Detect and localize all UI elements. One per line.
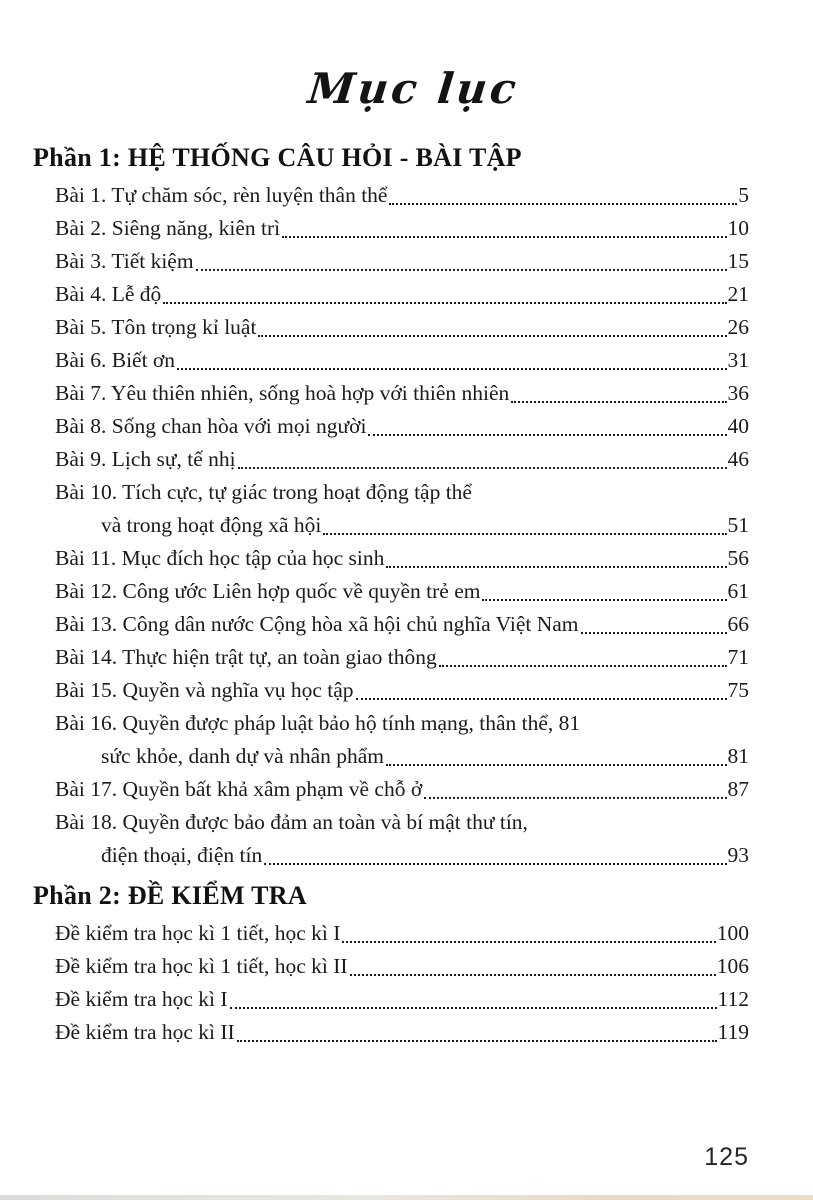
toc-entry-row xyxy=(33,917,749,950)
toc-entry-label: Bài 12. Công ước Liên hợp quốc về quyền trẻ em xyxy=(55,579,481,603)
toc-leader-dots xyxy=(238,467,727,469)
toc-entry-row xyxy=(33,806,749,839)
toc-entry-label: Bài 11. Mục đích học tập của học sinh xyxy=(55,546,385,570)
toc-entry-label: Bài 7. Yêu thiên nhiên, sống hoà hợp với thiên nhiên xyxy=(55,381,510,405)
toc-page-number: 51 xyxy=(727,513,749,537)
scan-edge-artifact xyxy=(0,1195,813,1200)
toc-entry-label: Bài 6. Biết ơn xyxy=(55,348,176,372)
toc-entry-row xyxy=(33,950,749,983)
toc-entry-row xyxy=(33,575,749,608)
toc-entry-label: Bài 8. Sống chan hòa với mọi người xyxy=(55,414,367,438)
toc-page-number: 87 xyxy=(727,777,749,801)
toc-leader-dots xyxy=(356,698,727,700)
toc-entry-label: Bài 17. Quyền bất khả xâm phạm về chỗ ở xyxy=(55,777,423,801)
toc-entry-row xyxy=(33,509,749,542)
toc-leader-dots xyxy=(237,1040,717,1042)
toc-page-number: 26 xyxy=(727,315,749,339)
toc-page-number: 36 xyxy=(727,381,749,405)
toc-entry-label: điện thoại, điện tín xyxy=(101,843,263,867)
toc-entry-row xyxy=(33,740,749,773)
toc-entry-label: Đề kiểm tra học kì I xyxy=(55,987,228,1011)
toc-page-number: 75 xyxy=(727,678,749,702)
toc-page-number: 61 xyxy=(727,579,749,603)
toc-page-number: 106 xyxy=(716,954,749,978)
toc-page-number: 31 xyxy=(727,348,749,372)
toc-page-number: 40 xyxy=(727,414,749,438)
toc-page-number: 119 xyxy=(717,1020,749,1044)
toc-entry-label: Đề kiểm tra học kì 1 tiết, học kì II xyxy=(55,954,348,978)
toc-entry-row xyxy=(33,377,749,410)
toc-page-number: 71 xyxy=(727,645,749,669)
toc-leader-dots xyxy=(424,797,726,799)
section-heading: Phần 1: HỆ THỐNG CÂU HỎI - BÀI TẬP xyxy=(33,143,522,172)
toc-leader-dots xyxy=(386,764,726,766)
toc-leader-dots xyxy=(163,302,726,304)
toc-entry-row xyxy=(33,983,749,1016)
toc-entry-label: Bài 16. Quyền được pháp luật bảo hộ tính mạng, thân thể, 81 xyxy=(55,711,581,735)
toc-page-number: 5 xyxy=(738,183,749,207)
toc-leader-dots xyxy=(350,974,716,976)
toc-entry-row xyxy=(33,542,749,575)
toc-entry-row xyxy=(33,278,749,311)
toc-entry-row xyxy=(33,179,749,212)
toc-entry-label: Bài 18. Quyền được bảo đảm an toàn và bí mật thư tín, xyxy=(55,810,528,834)
toc-leader-dots xyxy=(230,1007,717,1009)
toc-leader-dots xyxy=(282,236,726,238)
toc-page-number: 46 xyxy=(727,447,749,471)
toc-leader-dots xyxy=(389,203,737,205)
toc-entry-row xyxy=(33,608,749,641)
toc-entry-row xyxy=(33,674,749,707)
toc-entry-label: Bài 10. Tích cực, tự giác trong hoạt động tập thể xyxy=(55,480,472,504)
toc-leader-dots xyxy=(386,566,726,568)
toc-entry-label: Bài 15. Quyền và nghĩa vụ học tập xyxy=(55,678,354,702)
toc-leader-dots xyxy=(511,401,726,403)
toc-entry-label: Bài 1. Tự chăm sóc, rèn luyện thân thể xyxy=(55,183,388,207)
toc-entry-row xyxy=(33,839,749,872)
section-heading: Phần 2: ĐỀ KIỂM TRA xyxy=(33,881,307,910)
toc-leader-dots xyxy=(196,269,727,271)
toc-page-number: 21 xyxy=(727,282,749,306)
toc-entry-label: Bài 14. Thực hiện trật tự, an toàn giao thông xyxy=(55,645,437,669)
toc-leader-dots xyxy=(368,434,726,436)
toc-entry-label: và trong hoạt động xã hội xyxy=(101,513,322,537)
toc-entry-label: Bài 13. Công dân nước Cộng hòa xã hội chủ nghĩa Việt Nam xyxy=(55,612,579,636)
toc-page-number: 81 xyxy=(727,744,749,768)
toc-page-number: 56 xyxy=(727,546,749,570)
toc-entry-row xyxy=(33,212,749,245)
table-of-contents xyxy=(33,140,749,1049)
toc-entry-row xyxy=(33,1016,749,1049)
toc-leader-dots xyxy=(258,335,726,337)
toc-entry-label: sức khỏe, danh dự và nhân phẩm xyxy=(101,744,385,768)
toc-page-number: 15 xyxy=(727,249,749,273)
toc-entry-label: Bài 2. Siêng năng, kiên trì xyxy=(55,216,281,240)
toc-entry-label: Bài 3. Tiết kiệm xyxy=(55,249,194,273)
toc-leader-dots xyxy=(177,368,726,370)
toc-leader-dots xyxy=(439,665,727,667)
toc-entry-row xyxy=(33,641,749,674)
toc-page-number: 10 xyxy=(727,216,749,240)
toc-leader-dots xyxy=(342,941,715,943)
toc-entry-label: Bài 9. Lịch sự, tế nhị xyxy=(55,447,236,471)
toc-page-number: 100 xyxy=(716,921,749,945)
toc-entry-label: Bài 4. Lễ độ xyxy=(55,282,162,306)
toc-entry-row xyxy=(33,245,749,278)
toc-entry-label: Đề kiểm tra học kì II xyxy=(55,1020,235,1044)
toc-entry-row xyxy=(33,476,749,509)
toc-entry-row xyxy=(33,443,749,476)
toc-page-number: 66 xyxy=(727,612,749,636)
toc-entry-row xyxy=(33,344,749,377)
page-title: Mục lục xyxy=(305,64,522,113)
toc-entry-label: Bài 5. Tôn trọng kỉ luật xyxy=(55,315,257,339)
toc-leader-dots xyxy=(264,863,726,865)
toc-entry-row xyxy=(33,410,749,443)
toc-page-number: 112 xyxy=(717,987,749,1011)
toc-entry-row xyxy=(33,707,749,740)
toc-entry-row xyxy=(33,311,749,344)
toc-leader-dots xyxy=(581,632,727,634)
toc-leader-dots xyxy=(323,533,726,535)
footer-page-number: 125 xyxy=(704,1143,749,1171)
toc-entry-label: Đề kiểm tra học kì 1 tiết, học kì I xyxy=(55,921,341,945)
toc-entry-row xyxy=(33,773,749,806)
toc-page-number: 93 xyxy=(727,843,749,867)
toc-leader-dots xyxy=(482,599,726,601)
